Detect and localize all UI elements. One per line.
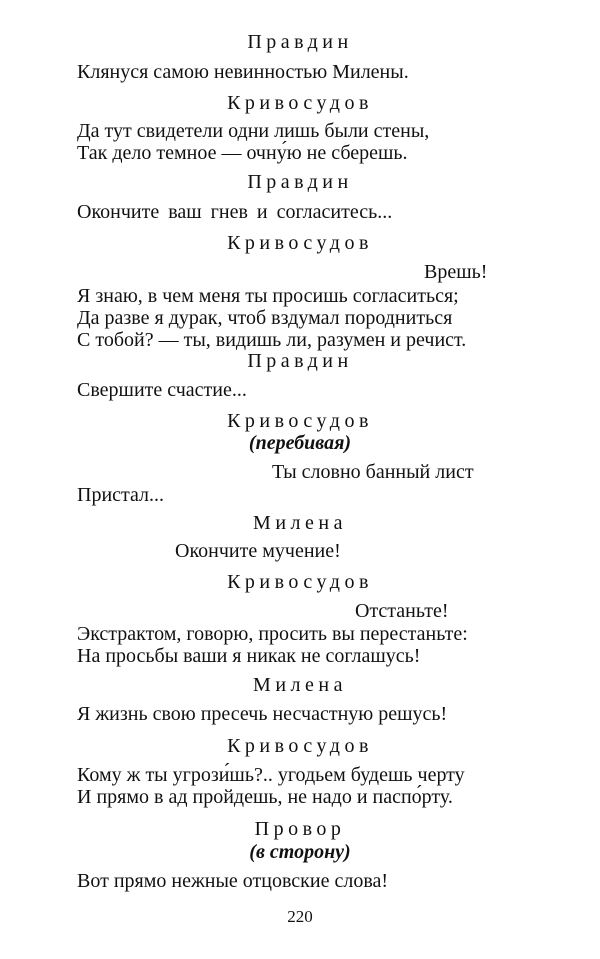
verse-line: Свершите счастие... bbox=[77, 379, 247, 401]
speaker-name: Кривосудов bbox=[227, 571, 373, 593]
verse-line: Экстрактом, говорю, просить вы перестаньте: bbox=[77, 623, 468, 645]
verse-line: Отстаньте! bbox=[355, 600, 449, 622]
verse-line: Так дело темное — очну́ю не сберешь. bbox=[77, 142, 408, 164]
verse-line: Врешь! bbox=[424, 261, 488, 283]
speaker-name: Кривосудов bbox=[227, 92, 373, 114]
speaker-name: Кривосудов bbox=[227, 232, 373, 254]
stage-direction: (в сторону) bbox=[249, 841, 351, 863]
verse-line: Да тут свидетели одни лишь были стены, bbox=[77, 120, 430, 142]
verse-line: Кому ж ты угрози́шь?.. угодьем будешь черту bbox=[77, 764, 465, 786]
speaker-name: Провор bbox=[254, 818, 346, 840]
page-number: 220 bbox=[287, 907, 313, 926]
speaker-name: Кривосудов bbox=[227, 410, 373, 432]
verse-line: Окончите ваш гнев и согласитесь... bbox=[77, 201, 393, 223]
speaker-name: Милена bbox=[253, 512, 347, 534]
verse-line: Окончите мучение! bbox=[175, 540, 341, 562]
verse-line: Ты словно банный лист bbox=[272, 461, 474, 483]
verse-line: Клянуся самою невинностью Милены. bbox=[77, 61, 409, 83]
verse-line: На просьбы ваши я никак не соглашусь! bbox=[77, 645, 421, 667]
verse-line: Я знаю, в чем меня ты просишь согласиться; bbox=[77, 285, 459, 307]
speaker-name: Кривосудов bbox=[227, 735, 373, 757]
speaker-name: Правдин bbox=[247, 171, 353, 193]
speaker-name: Правдин bbox=[247, 31, 353, 53]
verse-line: С тобой? — ты, видишь ли, разумен и речист. bbox=[77, 329, 467, 351]
verse-line: Я жизнь свою пресечь несчастную решусь! bbox=[77, 703, 448, 725]
verse-line: И прямо в ад пройдешь, не надо и паспо́рту. bbox=[77, 786, 453, 808]
stage-direction: (перебивая) bbox=[248, 432, 352, 454]
verse-line: Вот прямо нежные отцовские слова! bbox=[77, 870, 389, 892]
speaker-name: Милена bbox=[253, 674, 347, 696]
verse-line: Пристал... bbox=[77, 484, 165, 506]
speaker-name: Правдин bbox=[247, 350, 353, 372]
verse-line: Да разве я дурак, чтоб вздумал породниться bbox=[77, 307, 453, 329]
